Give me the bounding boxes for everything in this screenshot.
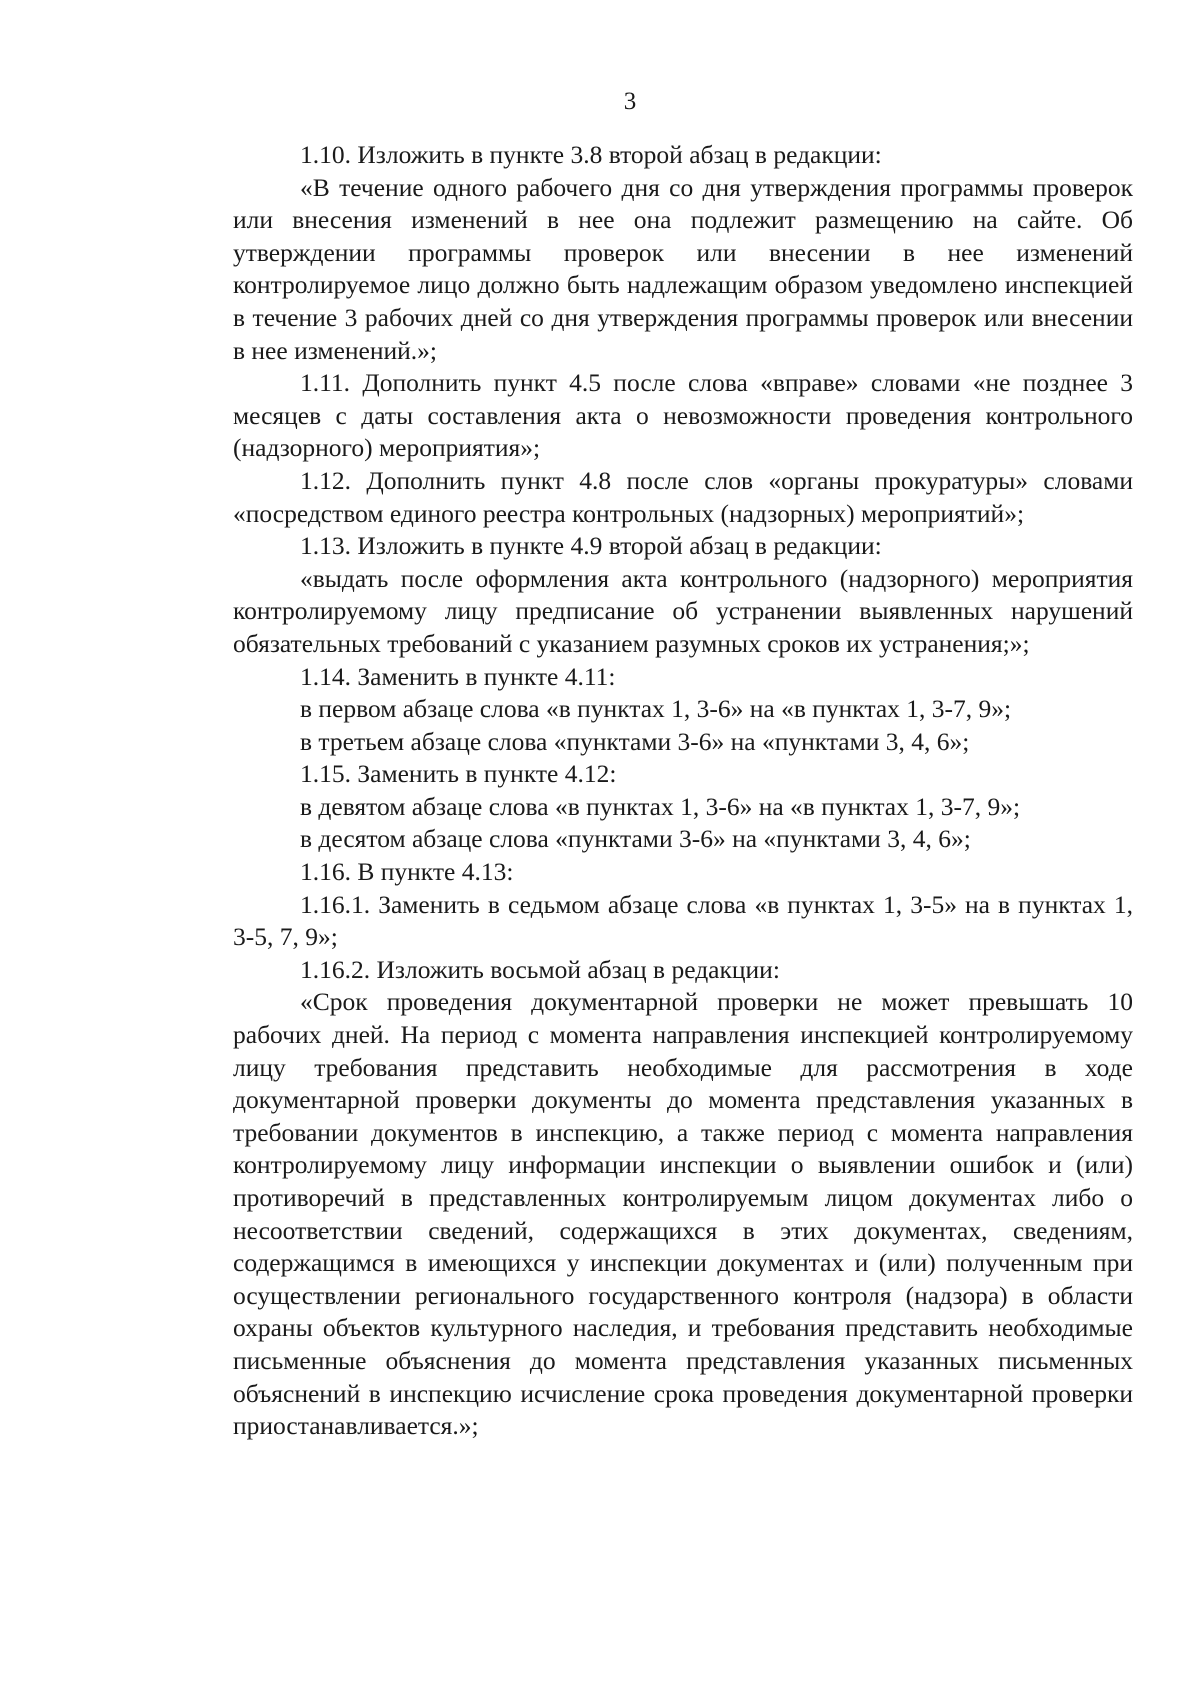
document-body: [233, 139, 1133, 1443]
paragraph-1-10: 1.10. Изложить в пункте 3.8 второй абзац в редакции:: [300, 140, 882, 169]
paragraph-1-16-2: 1.16.2. Изложить восьмой абзац в редакции:: [300, 954, 780, 984]
paragraph-4-11-third: в третьем абзаце слова «пунктами 3-6» на «пунктами 3, 4, 6»;: [300, 726, 970, 756]
paragraph-1-14: 1.14. Заменить в пункте 4.11:: [300, 661, 616, 691]
paragraph-1-13: 1.13. Изложить в пункте 4.9 второй абзац в редакции:: [300, 531, 882, 561]
paragraph-1-11: 1.11. Дополнить пункт 4.5 после слова «вправе» словами «не позднее 3 месяцев с даты составления акта о невозможности проведения контрольного (надзорного) мероприятия»;: [233, 368, 1133, 463]
paragraph-1-16: 1.16. В пункте 4.13:: [300, 857, 514, 887]
paragraph-4-12-tenth: в десятом абзаце слова «пунктами 3-6» на «пунктами 3, 4, 6»;: [300, 824, 971, 854]
paragraph-4-12-ninth: в девятом абзаце слова «в пунктах 1, 3-6» на «в пунктах 1, 3-7, 9»;: [300, 791, 1021, 821]
paragraph-1-15: 1.15. Заменить в пункте 4.12:: [300, 759, 617, 789]
paragraph-quote-4-13: «Срок проведения документарной проверки не может превышать 10 рабочих дней. На период с момента направления инспекцией контролируемому лицу требования представить необходимые для рассмотрения в ходе документарной проверки документы до момента представления указанных в требовании документов в инспекцию, а также период с момента направления контролируемому лицу информации инспекции о выявлении ошибок и (или) противоречий в представленных контролируемым лицом документах либо о несоответствии сведений, содержащихся в этих документах, сведениям, содержащимся в имеющихся у инспекции документах и (или) полученным при осуществлении регионального государственного контроля (надзора) в области охраны объектов культурного наследия, и требования представить необходимые письменные объяснения до момента представления указанных письменных объяснений в инспекцию исчисление срока проведения документарной проверки приостанавливается.»;: [233, 987, 1133, 1441]
paragraph-1-16-1: 1.16.1. Заменить в седьмом абзаце слова «в пунктах 1, 3-5» на в пунктах 1, 3-5, 7, 9»;: [233, 889, 1133, 952]
paragraph-quote-4-9: «выдать после оформления акта контрольного (надзорного) мероприятия контролируемому лицу предписание об устранении выявленных нарушений обязательных требований с указанием разумных сроков их устранения;»;: [233, 563, 1133, 658]
page-number: 3: [623, 88, 637, 115]
paragraph-1-12: 1.12. Дополнить пункт 4.8 после слов «органы прокуратуры» словами «посредством единого реестра контрольных (надзорных) мероприятий»;: [233, 465, 1133, 528]
paragraph-4-11-first: в первом абзаце слова «в пунктах 1, 3-6» на «в пунктах 1, 3-7, 9»;: [300, 694, 1012, 724]
paragraph-quote-3-8: «В течение одного рабочего дня со дня утверждения программы проверок или внесения изменений в нее она подлежит размещению на сайте. Об утверждении программы проверок или внесении в нее изменений контролируемое лицо должно быть надлежащим образом уведомлено инспекцией в течение 3 рабочих дней со дня утверждения программы проверок или внесении в нее изменений.»;: [233, 172, 1133, 365]
